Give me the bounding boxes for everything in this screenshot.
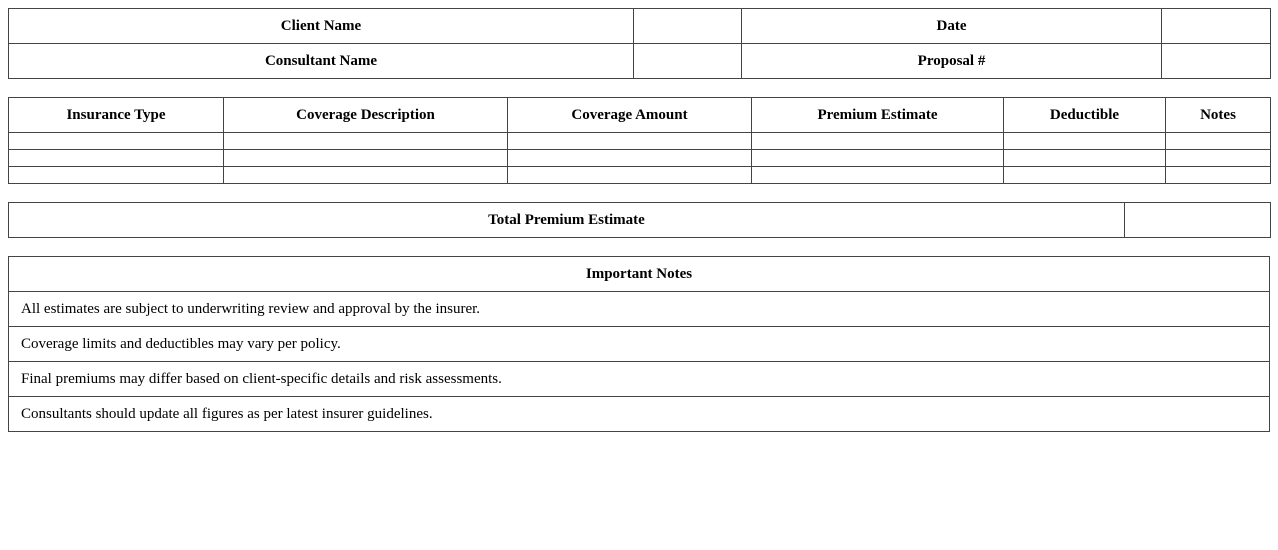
col-insurance-type: Insurance Type <box>9 98 224 133</box>
cell[interactable] <box>1004 150 1166 167</box>
consultant-name-field[interactable] <box>634 44 742 79</box>
note-item: Coverage limits and deductibles may vary per policy. <box>9 327 1270 362</box>
total-premium-row <box>9 203 1271 238</box>
total-premium-field[interactable] <box>1125 203 1271 238</box>
consultant-name-label: Consultant Name <box>9 44 634 79</box>
cell[interactable] <box>224 150 508 167</box>
cell[interactable] <box>1166 133 1271 150</box>
cell[interactable] <box>9 150 224 167</box>
consultant-name-row <box>9 44 1271 79</box>
proposal-number-field[interactable] <box>1162 44 1271 79</box>
coverage-table <box>8 97 1271 184</box>
total-premium-table <box>8 202 1271 238</box>
note-row <box>9 292 1270 327</box>
cell[interactable] <box>1004 133 1166 150</box>
proposal-number-label: Proposal # <box>742 44 1162 79</box>
cell[interactable] <box>224 167 508 184</box>
cell[interactable] <box>9 167 224 184</box>
client-info-table <box>8 8 1271 79</box>
col-notes: Notes <box>1166 98 1271 133</box>
col-coverage-description: Coverage Description <box>224 98 508 133</box>
cell[interactable] <box>508 167 752 184</box>
note-row <box>9 362 1270 397</box>
client-name-field[interactable] <box>634 9 742 44</box>
cell[interactable] <box>752 150 1004 167</box>
note-item: Final premiums may differ based on client-specific details and risk assessments. <box>9 362 1270 397</box>
cell[interactable] <box>224 133 508 150</box>
note-row <box>9 397 1270 432</box>
table-row <box>9 167 1271 184</box>
col-premium-estimate: Premium Estimate <box>752 98 1004 133</box>
col-deductible: Deductible <box>1004 98 1166 133</box>
table-row <box>9 150 1271 167</box>
cell[interactable] <box>752 133 1004 150</box>
client-name-label: Client Name <box>9 9 634 44</box>
table-row <box>9 133 1271 150</box>
cell[interactable] <box>508 150 752 167</box>
client-name-row <box>9 9 1271 44</box>
cell[interactable] <box>752 167 1004 184</box>
col-coverage-amount: Coverage Amount <box>508 98 752 133</box>
date-label: Date <box>742 9 1162 44</box>
important-notes-table <box>8 256 1270 432</box>
cell[interactable] <box>9 133 224 150</box>
note-item: Consultants should update all figures as per latest insurer guidelines. <box>9 397 1270 432</box>
cell[interactable] <box>1004 167 1166 184</box>
note-item: All estimates are subject to underwriting review and approval by the insurer. <box>9 292 1270 327</box>
cell[interactable] <box>508 133 752 150</box>
notes-header-row <box>9 257 1270 292</box>
important-notes-title: Important Notes <box>9 257 1270 292</box>
cell[interactable] <box>1166 150 1271 167</box>
date-field[interactable] <box>1162 9 1271 44</box>
note-row <box>9 327 1270 362</box>
cell[interactable] <box>1166 167 1271 184</box>
coverage-header-row <box>9 98 1271 133</box>
total-premium-label: Total Premium Estimate <box>9 203 1125 238</box>
